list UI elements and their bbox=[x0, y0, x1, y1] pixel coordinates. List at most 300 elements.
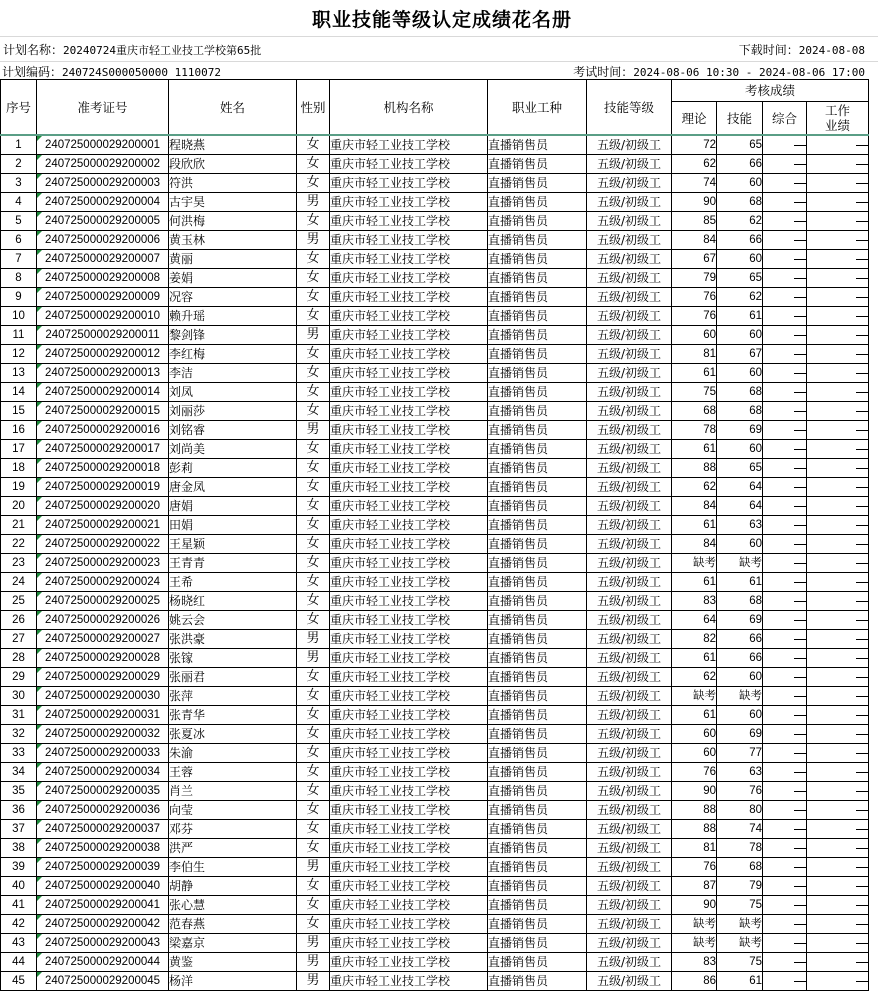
cell-work-performance[interactable] bbox=[807, 231, 869, 250]
cell-exam-id[interactable] bbox=[37, 516, 169, 535]
cell-level[interactable]: 五级/初级工 bbox=[587, 972, 672, 991]
cell-seq[interactable]: 42 bbox=[1, 915, 37, 934]
cell-skill[interactable]: 60 bbox=[717, 535, 763, 554]
cell-occupation[interactable]: 直播销售员 bbox=[488, 915, 587, 934]
cell-exam-id[interactable] bbox=[37, 269, 169, 288]
cell-comprehensive[interactable] bbox=[763, 611, 807, 630]
cell-seq[interactable]: 23 bbox=[1, 554, 37, 573]
cell-occupation[interactable]: 直播销售员 bbox=[488, 478, 587, 497]
cell-sex[interactable]: 女 bbox=[297, 307, 330, 326]
cell-level[interactable]: 五级/初级工 bbox=[587, 763, 672, 782]
cell-name[interactable]: 朱渝 bbox=[169, 744, 297, 763]
cell-theory[interactable]: 60 bbox=[672, 725, 717, 744]
cell-comprehensive[interactable] bbox=[763, 934, 807, 953]
cell-skill[interactable]: 69 bbox=[717, 421, 763, 440]
cell-comprehensive[interactable] bbox=[763, 155, 807, 174]
cell-occupation[interactable]: 直播销售员 bbox=[488, 554, 587, 573]
cell-comprehensive[interactable] bbox=[763, 288, 807, 307]
cell-seq[interactable]: 25 bbox=[1, 592, 37, 611]
cell-occupation[interactable]: 直播销售员 bbox=[488, 212, 587, 231]
cell-level[interactable]: 五级/初级工 bbox=[587, 269, 672, 288]
cell-sex[interactable]: 男 bbox=[297, 193, 330, 212]
cell-occupation[interactable]: 直播销售员 bbox=[488, 440, 587, 459]
cell-org[interactable]: 重庆市轻工业技工学校 bbox=[330, 459, 488, 478]
cell-name[interactable]: 胡静 bbox=[169, 877, 297, 896]
cell-work-performance[interactable] bbox=[807, 402, 869, 421]
cell-occupation[interactable]: 直播销售员 bbox=[488, 687, 587, 706]
cell-sex[interactable]: 女 bbox=[297, 212, 330, 231]
cell-skill[interactable]: 69 bbox=[717, 725, 763, 744]
cell-exam-id[interactable] bbox=[37, 554, 169, 573]
cell-skill[interactable]: 75 bbox=[717, 896, 763, 915]
cell-comprehensive[interactable] bbox=[763, 250, 807, 269]
cell-exam-id[interactable] bbox=[37, 630, 169, 649]
cell-occupation[interactable]: 直播销售员 bbox=[488, 668, 587, 687]
cell-sex[interactable]: 女 bbox=[297, 402, 330, 421]
cell-work-performance[interactable] bbox=[807, 269, 869, 288]
cell-level[interactable]: 五级/初级工 bbox=[587, 915, 672, 934]
cell-level[interactable]: 五级/初级工 bbox=[587, 687, 672, 706]
cell-level[interactable]: 五级/初级工 bbox=[587, 364, 672, 383]
header-exam-id[interactable]: 准考证号 bbox=[37, 80, 169, 136]
cell-sex[interactable]: 男 bbox=[297, 231, 330, 250]
cell-comprehensive[interactable] bbox=[763, 953, 807, 972]
cell-level[interactable]: 五级/初级工 bbox=[587, 896, 672, 915]
cell-org[interactable]: 重庆市轻工业技工学校 bbox=[330, 135, 488, 155]
cell-comprehensive[interactable] bbox=[763, 972, 807, 991]
cell-skill[interactable]: 66 bbox=[717, 231, 763, 250]
cell-exam-id[interactable] bbox=[37, 288, 169, 307]
cell-occupation[interactable]: 直播销售员 bbox=[488, 231, 587, 250]
cell-work-performance[interactable] bbox=[807, 611, 869, 630]
cell-seq[interactable]: 5 bbox=[1, 212, 37, 231]
cell-skill[interactable]: 61 bbox=[717, 573, 763, 592]
cell-org[interactable]: 重庆市轻工业技工学校 bbox=[330, 649, 488, 668]
cell-comprehensive[interactable] bbox=[763, 231, 807, 250]
cell-work-performance[interactable] bbox=[807, 725, 869, 744]
cell-name[interactable]: 李洁 bbox=[169, 364, 297, 383]
cell-sex[interactable]: 女 bbox=[297, 782, 330, 801]
cell-seq[interactable]: 33 bbox=[1, 744, 37, 763]
cell-exam-id[interactable] bbox=[37, 250, 169, 269]
header-occupation[interactable]: 职业工种 bbox=[488, 80, 587, 136]
cell-exam-id[interactable] bbox=[37, 953, 169, 972]
cell-skill[interactable]: 缺考 bbox=[717, 554, 763, 573]
cell-exam-id[interactable] bbox=[37, 896, 169, 915]
cell-comprehensive[interactable] bbox=[763, 896, 807, 915]
cell-comprehensive[interactable] bbox=[763, 383, 807, 402]
cell-org[interactable]: 重庆市轻工业技工学校 bbox=[330, 554, 488, 573]
cell-occupation[interactable]: 直播销售员 bbox=[488, 497, 587, 516]
cell-work-performance[interactable] bbox=[807, 250, 869, 269]
cell-work-performance[interactable] bbox=[807, 326, 869, 345]
cell-occupation[interactable]: 直播销售员 bbox=[488, 782, 587, 801]
cell-work-performance[interactable] bbox=[807, 421, 869, 440]
cell-exam-id[interactable] bbox=[37, 934, 169, 953]
cell-seq[interactable]: 26 bbox=[1, 611, 37, 630]
cell-level[interactable]: 五级/初级工 bbox=[587, 307, 672, 326]
cell-work-performance[interactable] bbox=[807, 915, 869, 934]
cell-exam-id[interactable] bbox=[37, 649, 169, 668]
cell-work-performance[interactable] bbox=[807, 497, 869, 516]
cell-occupation[interactable]: 直播销售员 bbox=[488, 288, 587, 307]
cell-seq[interactable]: 40 bbox=[1, 877, 37, 896]
cell-comprehensive[interactable] bbox=[763, 858, 807, 877]
cell-theory[interactable]: 64 bbox=[672, 611, 717, 630]
cell-theory[interactable]: 82 bbox=[672, 630, 717, 649]
cell-occupation[interactable]: 直播销售员 bbox=[488, 345, 587, 364]
cell-skill[interactable]: 65 bbox=[717, 135, 763, 155]
cell-org[interactable]: 重庆市轻工业技工学校 bbox=[330, 288, 488, 307]
cell-occupation[interactable]: 直播销售员 bbox=[488, 839, 587, 858]
cell-name[interactable]: 姜娟 bbox=[169, 269, 297, 288]
cell-org[interactable]: 重庆市轻工业技工学校 bbox=[330, 231, 488, 250]
cell-seq[interactable]: 15 bbox=[1, 402, 37, 421]
cell-level[interactable]: 五级/初级工 bbox=[587, 231, 672, 250]
cell-org[interactable]: 重庆市轻工业技工学校 bbox=[330, 383, 488, 402]
cell-seq[interactable]: 37 bbox=[1, 820, 37, 839]
cell-level[interactable]: 五级/初级工 bbox=[587, 250, 672, 269]
cell-sex[interactable]: 女 bbox=[297, 801, 330, 820]
cell-seq[interactable]: 41 bbox=[1, 896, 37, 915]
cell-name[interactable]: 符洪 bbox=[169, 174, 297, 193]
cell-sex[interactable]: 女 bbox=[297, 440, 330, 459]
cell-org[interactable]: 重庆市轻工业技工学校 bbox=[330, 269, 488, 288]
cell-org[interactable]: 重庆市轻工业技工学校 bbox=[330, 421, 488, 440]
cell-work-performance[interactable] bbox=[807, 763, 869, 782]
cell-sex[interactable]: 女 bbox=[297, 345, 330, 364]
cell-name[interactable]: 刘凤 bbox=[169, 383, 297, 402]
cell-occupation[interactable]: 直播销售员 bbox=[488, 573, 587, 592]
cell-skill[interactable]: 60 bbox=[717, 326, 763, 345]
cell-org[interactable]: 重庆市轻工业技工学校 bbox=[330, 212, 488, 231]
cell-seq[interactable]: 16 bbox=[1, 421, 37, 440]
cell-exam-id[interactable] bbox=[37, 801, 169, 820]
cell-skill[interactable]: 61 bbox=[717, 307, 763, 326]
cell-skill[interactable]: 74 bbox=[717, 820, 763, 839]
cell-level[interactable]: 五级/初级工 bbox=[587, 345, 672, 364]
cell-exam-id[interactable] bbox=[37, 573, 169, 592]
cell-seq[interactable]: 1 bbox=[1, 135, 37, 155]
cell-theory[interactable]: 88 bbox=[672, 459, 717, 478]
cell-occupation[interactable]: 直播销售员 bbox=[488, 972, 587, 991]
cell-skill[interactable]: 68 bbox=[717, 193, 763, 212]
cell-name[interactable]: 邓芬 bbox=[169, 820, 297, 839]
cell-theory[interactable]: 84 bbox=[672, 231, 717, 250]
cell-org[interactable]: 重庆市轻工业技工学校 bbox=[330, 953, 488, 972]
cell-sex[interactable]: 女 bbox=[297, 383, 330, 402]
cell-exam-id[interactable] bbox=[37, 763, 169, 782]
cell-level[interactable]: 五级/初级工 bbox=[587, 459, 672, 478]
cell-name[interactable]: 何洪梅 bbox=[169, 212, 297, 231]
cell-name[interactable]: 王希 bbox=[169, 573, 297, 592]
cell-work-performance[interactable] bbox=[807, 212, 869, 231]
cell-comprehensive[interactable] bbox=[763, 516, 807, 535]
cell-org[interactable]: 重庆市轻工业技工学校 bbox=[330, 535, 488, 554]
cell-theory[interactable]: 83 bbox=[672, 953, 717, 972]
cell-occupation[interactable]: 直播销售员 bbox=[488, 459, 587, 478]
cell-level[interactable]: 五级/初级工 bbox=[587, 725, 672, 744]
cell-sex[interactable]: 女 bbox=[297, 459, 330, 478]
cell-exam-id[interactable] bbox=[37, 307, 169, 326]
cell-name[interactable]: 段欣欣 bbox=[169, 155, 297, 174]
cell-skill[interactable]: 60 bbox=[717, 440, 763, 459]
cell-skill[interactable]: 63 bbox=[717, 763, 763, 782]
cell-theory[interactable]: 60 bbox=[672, 326, 717, 345]
cell-org[interactable]: 重庆市轻工业技工学校 bbox=[330, 782, 488, 801]
cell-theory[interactable]: 61 bbox=[672, 440, 717, 459]
cell-comprehensive[interactable] bbox=[763, 744, 807, 763]
cell-work-performance[interactable] bbox=[807, 288, 869, 307]
cell-level[interactable]: 五级/初级工 bbox=[587, 135, 672, 155]
cell-exam-id[interactable] bbox=[37, 611, 169, 630]
cell-exam-id[interactable] bbox=[37, 193, 169, 212]
cell-name[interactable]: 李红梅 bbox=[169, 345, 297, 364]
cell-seq[interactable]: 9 bbox=[1, 288, 37, 307]
cell-theory[interactable]: 62 bbox=[672, 478, 717, 497]
cell-seq[interactable]: 17 bbox=[1, 440, 37, 459]
cell-work-performance[interactable] bbox=[807, 896, 869, 915]
cell-theory[interactable]: 缺考 bbox=[672, 687, 717, 706]
cell-occupation[interactable]: 直播销售员 bbox=[488, 383, 587, 402]
cell-level[interactable]: 五级/初级工 bbox=[587, 630, 672, 649]
cell-name[interactable]: 向莹 bbox=[169, 801, 297, 820]
cell-exam-id[interactable] bbox=[37, 135, 169, 155]
cell-occupation[interactable]: 直播销售员 bbox=[488, 421, 587, 440]
cell-exam-id[interactable] bbox=[37, 459, 169, 478]
cell-name[interactable]: 张洪豪 bbox=[169, 630, 297, 649]
cell-seq[interactable]: 28 bbox=[1, 649, 37, 668]
cell-seq[interactable]: 12 bbox=[1, 345, 37, 364]
cell-sex[interactable]: 男 bbox=[297, 421, 330, 440]
cell-occupation[interactable]: 直播销售员 bbox=[488, 535, 587, 554]
cell-org[interactable]: 重庆市轻工业技工学校 bbox=[330, 573, 488, 592]
cell-skill[interactable]: 64 bbox=[717, 497, 763, 516]
cell-skill[interactable]: 68 bbox=[717, 858, 763, 877]
cell-org[interactable]: 重庆市轻工业技工学校 bbox=[330, 668, 488, 687]
cell-skill[interactable]: 缺考 bbox=[717, 915, 763, 934]
cell-name[interactable]: 唐金凤 bbox=[169, 478, 297, 497]
cell-work-performance[interactable] bbox=[807, 193, 869, 212]
cell-skill[interactable]: 68 bbox=[717, 592, 763, 611]
cell-seq[interactable]: 19 bbox=[1, 478, 37, 497]
cell-sex[interactable]: 女 bbox=[297, 744, 330, 763]
cell-work-performance[interactable] bbox=[807, 174, 869, 193]
cell-exam-id[interactable] bbox=[37, 345, 169, 364]
cell-sex[interactable]: 女 bbox=[297, 706, 330, 725]
cell-org[interactable]: 重庆市轻工业技工学校 bbox=[330, 972, 488, 991]
cell-exam-id[interactable] bbox=[37, 972, 169, 991]
cell-comprehensive[interactable] bbox=[763, 402, 807, 421]
cell-org[interactable]: 重庆市轻工业技工学校 bbox=[330, 858, 488, 877]
cell-occupation[interactable]: 直播销售员 bbox=[488, 820, 587, 839]
cell-level[interactable]: 五级/初级工 bbox=[587, 288, 672, 307]
cell-theory[interactable]: 90 bbox=[672, 896, 717, 915]
cell-skill[interactable]: 62 bbox=[717, 212, 763, 231]
cell-sex[interactable]: 男 bbox=[297, 972, 330, 991]
cell-skill[interactable]: 75 bbox=[717, 953, 763, 972]
cell-name[interactable]: 刘丽莎 bbox=[169, 402, 297, 421]
cell-sex[interactable]: 女 bbox=[297, 364, 330, 383]
cell-comprehensive[interactable] bbox=[763, 801, 807, 820]
cell-comprehensive[interactable] bbox=[763, 668, 807, 687]
cell-exam-id[interactable] bbox=[37, 687, 169, 706]
cell-work-performance[interactable] bbox=[807, 820, 869, 839]
cell-comprehensive[interactable] bbox=[763, 421, 807, 440]
cell-sex[interactable]: 女 bbox=[297, 668, 330, 687]
cell-level[interactable]: 五级/初级工 bbox=[587, 440, 672, 459]
cell-skill[interactable]: 62 bbox=[717, 288, 763, 307]
cell-exam-id[interactable] bbox=[37, 706, 169, 725]
cell-org[interactable]: 重庆市轻工业技工学校 bbox=[330, 174, 488, 193]
cell-seq[interactable]: 43 bbox=[1, 934, 37, 953]
cell-org[interactable]: 重庆市轻工业技工学校 bbox=[330, 839, 488, 858]
cell-sex[interactable]: 男 bbox=[297, 649, 330, 668]
cell-name[interactable]: 黄玉林 bbox=[169, 231, 297, 250]
cell-org[interactable]: 重庆市轻工业技工学校 bbox=[330, 364, 488, 383]
cell-seq[interactable]: 32 bbox=[1, 725, 37, 744]
cell-seq[interactable]: 44 bbox=[1, 953, 37, 972]
cell-work-performance[interactable] bbox=[807, 592, 869, 611]
cell-seq[interactable]: 11 bbox=[1, 326, 37, 345]
cell-theory[interactable]: 88 bbox=[672, 801, 717, 820]
cell-skill[interactable]: 78 bbox=[717, 839, 763, 858]
cell-occupation[interactable]: 直播销售员 bbox=[488, 307, 587, 326]
cell-comprehensive[interactable] bbox=[763, 706, 807, 725]
cell-seq[interactable]: 45 bbox=[1, 972, 37, 991]
cell-work-performance[interactable] bbox=[807, 459, 869, 478]
cell-comprehensive[interactable] bbox=[763, 782, 807, 801]
cell-comprehensive[interactable] bbox=[763, 554, 807, 573]
cell-exam-id[interactable] bbox=[37, 725, 169, 744]
cell-occupation[interactable]: 直播销售员 bbox=[488, 858, 587, 877]
cell-skill[interactable]: 65 bbox=[717, 459, 763, 478]
cell-seq[interactable]: 21 bbox=[1, 516, 37, 535]
cell-exam-id[interactable] bbox=[37, 915, 169, 934]
cell-seq[interactable]: 6 bbox=[1, 231, 37, 250]
cell-theory[interactable]: 81 bbox=[672, 839, 717, 858]
cell-occupation[interactable]: 直播销售员 bbox=[488, 364, 587, 383]
cell-name[interactable]: 杨晓红 bbox=[169, 592, 297, 611]
cell-name[interactable]: 张镓 bbox=[169, 649, 297, 668]
cell-occupation[interactable]: 直播销售员 bbox=[488, 269, 587, 288]
cell-theory[interactable]: 76 bbox=[672, 858, 717, 877]
cell-level[interactable]: 五级/初级工 bbox=[587, 554, 672, 573]
cell-exam-id[interactable] bbox=[37, 383, 169, 402]
cell-org[interactable]: 重庆市轻工业技工学校 bbox=[330, 497, 488, 516]
cell-theory[interactable]: 61 bbox=[672, 706, 717, 725]
cell-exam-id[interactable] bbox=[37, 364, 169, 383]
cell-level[interactable]: 五级/初级工 bbox=[587, 820, 672, 839]
cell-org[interactable]: 重庆市轻工业技工学校 bbox=[330, 611, 488, 630]
cell-theory[interactable]: 86 bbox=[672, 972, 717, 991]
cell-comprehensive[interactable] bbox=[763, 630, 807, 649]
cell-theory[interactable]: 83 bbox=[672, 592, 717, 611]
cell-seq[interactable]: 34 bbox=[1, 763, 37, 782]
cell-work-performance[interactable] bbox=[807, 744, 869, 763]
cell-theory[interactable]: 缺考 bbox=[672, 915, 717, 934]
cell-level[interactable]: 五级/初级工 bbox=[587, 706, 672, 725]
cell-level[interactable]: 五级/初级工 bbox=[587, 744, 672, 763]
cell-work-performance[interactable] bbox=[807, 858, 869, 877]
cell-skill[interactable]: 66 bbox=[717, 649, 763, 668]
cell-exam-id[interactable] bbox=[37, 839, 169, 858]
cell-sex[interactable]: 男 bbox=[297, 326, 330, 345]
cell-level[interactable]: 五级/初级工 bbox=[587, 516, 672, 535]
cell-sex[interactable]: 女 bbox=[297, 896, 330, 915]
cell-work-performance[interactable] bbox=[807, 668, 869, 687]
cell-occupation[interactable]: 直播销售员 bbox=[488, 174, 587, 193]
cell-org[interactable]: 重庆市轻工业技工学校 bbox=[330, 744, 488, 763]
cell-sex[interactable]: 男 bbox=[297, 934, 330, 953]
cell-occupation[interactable]: 直播销售员 bbox=[488, 326, 587, 345]
cell-sex[interactable]: 女 bbox=[297, 174, 330, 193]
cell-comprehensive[interactable] bbox=[763, 535, 807, 554]
cell-skill[interactable]: 63 bbox=[717, 516, 763, 535]
cell-level[interactable]: 五级/初级工 bbox=[587, 649, 672, 668]
cell-exam-id[interactable] bbox=[37, 421, 169, 440]
cell-name[interactable]: 张青华 bbox=[169, 706, 297, 725]
cell-sex[interactable]: 女 bbox=[297, 592, 330, 611]
cell-comprehensive[interactable] bbox=[763, 497, 807, 516]
cell-sex[interactable]: 女 bbox=[297, 155, 330, 174]
cell-level[interactable]: 五级/初级工 bbox=[587, 858, 672, 877]
cell-skill[interactable]: 69 bbox=[717, 611, 763, 630]
cell-seq[interactable]: 7 bbox=[1, 250, 37, 269]
cell-seq[interactable]: 14 bbox=[1, 383, 37, 402]
cell-theory[interactable]: 61 bbox=[672, 516, 717, 535]
cell-work-performance[interactable] bbox=[807, 516, 869, 535]
cell-exam-id[interactable] bbox=[37, 478, 169, 497]
cell-skill[interactable]: 66 bbox=[717, 630, 763, 649]
cell-exam-id[interactable] bbox=[37, 877, 169, 896]
cell-skill[interactable]: 66 bbox=[717, 155, 763, 174]
cell-comprehensive[interactable] bbox=[763, 364, 807, 383]
cell-comprehensive[interactable] bbox=[763, 725, 807, 744]
cell-work-performance[interactable] bbox=[807, 630, 869, 649]
cell-name[interactable]: 刘尚美 bbox=[169, 440, 297, 459]
cell-occupation[interactable]: 直播销售员 bbox=[488, 801, 587, 820]
cell-comprehensive[interactable] bbox=[763, 440, 807, 459]
cell-seq[interactable]: 18 bbox=[1, 459, 37, 478]
cell-org[interactable]: 重庆市轻工业技工学校 bbox=[330, 592, 488, 611]
cell-skill[interactable]: 68 bbox=[717, 383, 763, 402]
header-name[interactable]: 姓名 bbox=[169, 80, 297, 136]
cell-level[interactable]: 五级/初级工 bbox=[587, 478, 672, 497]
cell-sex[interactable]: 女 bbox=[297, 269, 330, 288]
cell-theory[interactable]: 62 bbox=[672, 155, 717, 174]
cell-skill[interactable]: 缺考 bbox=[717, 687, 763, 706]
cell-comprehensive[interactable] bbox=[763, 820, 807, 839]
cell-seq[interactable]: 36 bbox=[1, 801, 37, 820]
cell-work-performance[interactable] bbox=[807, 135, 869, 155]
cell-name[interactable]: 黄丽 bbox=[169, 250, 297, 269]
cell-sex[interactable]: 男 bbox=[297, 858, 330, 877]
cell-comprehensive[interactable] bbox=[763, 592, 807, 611]
cell-sex[interactable]: 男 bbox=[297, 953, 330, 972]
cell-org[interactable]: 重庆市轻工业技工学校 bbox=[330, 706, 488, 725]
cell-skill[interactable]: 60 bbox=[717, 364, 763, 383]
cell-org[interactable]: 重庆市轻工业技工学校 bbox=[330, 820, 488, 839]
cell-work-performance[interactable] bbox=[807, 953, 869, 972]
cell-comprehensive[interactable] bbox=[763, 687, 807, 706]
cell-org[interactable]: 重庆市轻工业技工学校 bbox=[330, 307, 488, 326]
cell-occupation[interactable]: 直播销售员 bbox=[488, 763, 587, 782]
cell-seq[interactable]: 20 bbox=[1, 497, 37, 516]
cell-level[interactable]: 五级/初级工 bbox=[587, 934, 672, 953]
cell-theory[interactable]: 84 bbox=[672, 535, 717, 554]
cell-occupation[interactable]: 直播销售员 bbox=[488, 611, 587, 630]
